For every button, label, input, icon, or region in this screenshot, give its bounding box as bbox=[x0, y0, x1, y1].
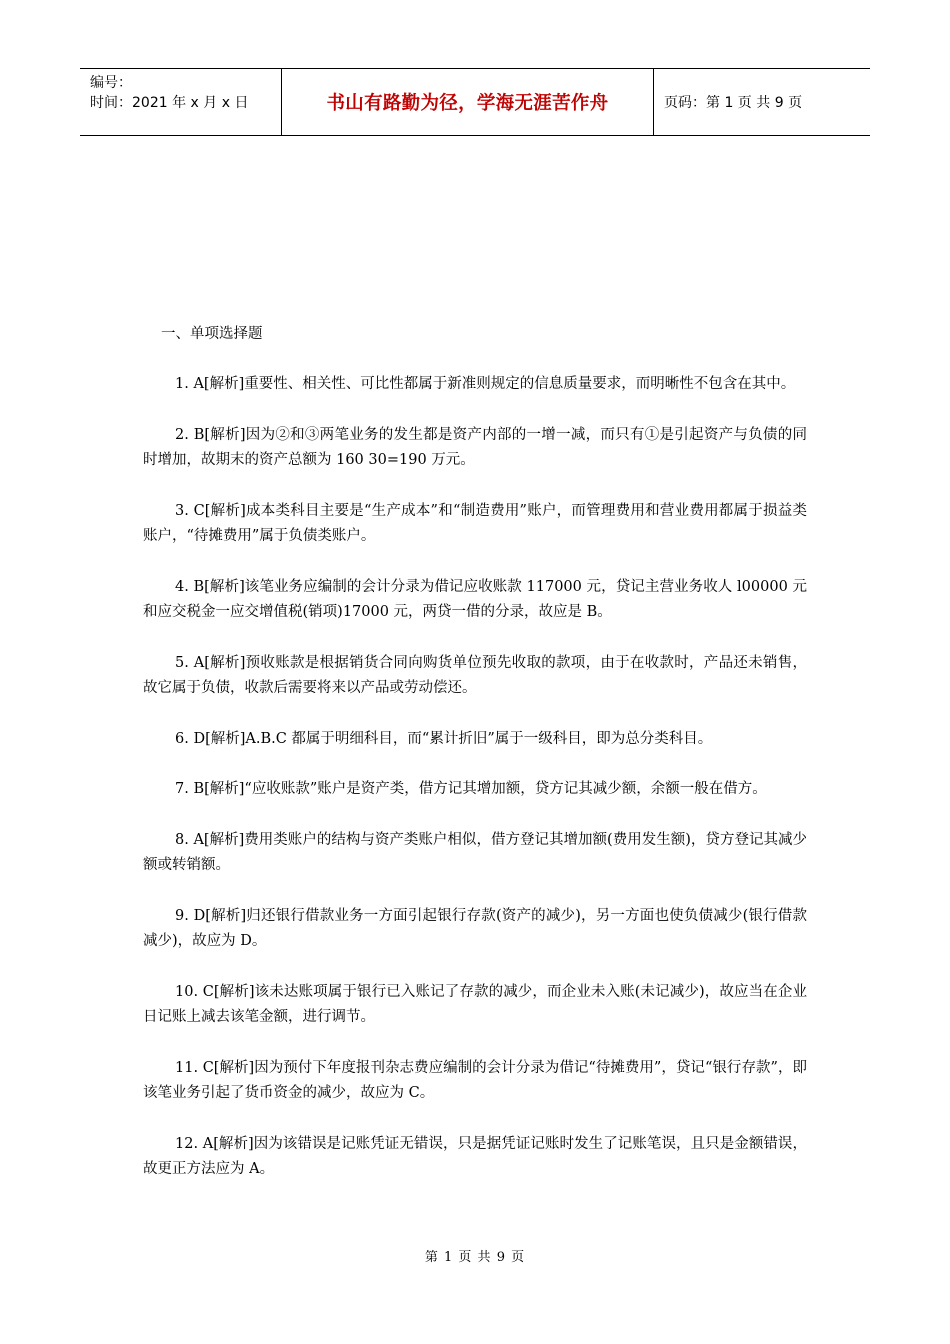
answer-item: 11. C[解析]因为预付下年度报刊杂志费应编制的会计分录为借记“待摊费用”，贷记“银行存款”，即该笔业务引起了货币资金的减少，故应为 C。 bbox=[143, 1059, 807, 1101]
document-time: 时间：2021 年 x 月 x 日 bbox=[90, 95, 249, 111]
answer-item: 4. B[解析]该笔业务应编制的会计分录为借记应收账款 117000 元，贷记主营业务收人 l00000 元和应交税金一应交增值税(销项)17000 元，两贷一借的分录，故应是 B。 bbox=[143, 578, 807, 620]
document-body bbox=[143, 322, 807, 1208]
document-code: 编号： bbox=[90, 75, 132, 91]
header-page-info: 页码：第 1 页 共 9 页 bbox=[664, 95, 803, 111]
answer-item: 10. C[解析]该未达账项属于银行已入账记了存款的减少，而企业未入账(未记减少)，故应当在企业日记账上减去该笔金额，进行调节。 bbox=[143, 983, 807, 1025]
answer-item: 8. A[解析]费用类账户的结构与资产类账户相似，借方登记其增加额(费用发生额)，贷方登记其减少额或转销额。 bbox=[143, 831, 807, 873]
answer-item: 6. D[解析]A.B.C 都属于明细科目，而“累计折旧”属于一级科目，即为总分类科目。 bbox=[175, 730, 713, 747]
answer-item: 5. A[解析]预收账款是根据销货合同向购货单位预先收取的款项，由于在收款时，产品还未销售，故它属于负债，收款后需要将来以产品或劳动偿还。 bbox=[143, 654, 807, 696]
answer-item: 7. B[解析]“应收账款”账户是资产类，借方记其增加额，贷方记其减少额，余额一般在借方。 bbox=[175, 781, 767, 797]
answer-item: 2. B[解析]因为②和③两笔业务的发生都是资产内部的一增一减，而只有①是引起资产与负债的同时增加，故期末的资产总额为 160 30=190 万元。 bbox=[143, 426, 807, 468]
header-motto: 书山有路勤为径，学海无涯苦作舟 bbox=[282, 69, 654, 135]
header-left-cell bbox=[80, 69, 282, 135]
page-header bbox=[80, 68, 870, 136]
answer-item: 12. A[解析]因为该错误是记账凭证无错误，只是据凭证记账时发生了记账笔误，且只是金额错误，故更正方法应为 A。 bbox=[143, 1135, 807, 1177]
answer-item: 9. D[解析]归还银行借款业务一方面引起银行存款(资产的减少)，另一方面也使负债减少(银行借款减少)，故应为 D。 bbox=[143, 907, 807, 949]
page-footer: 第 1 页 共 9 页 bbox=[424, 1250, 526, 1265]
answer-item: 1. A[解析]重要性、相关性、可比性都属于新准则规定的信息质量要求，而明晰性不包含在其中。 bbox=[175, 376, 796, 392]
section-title: 一、单项选择题 bbox=[161, 326, 263, 342]
answer-item: 3. C[解析]成本类科目主要是“生产成本”和“制造费用”账户，而管理费用和营业费用都属于损益类账户，“待摊费用”属于负债类账户。 bbox=[143, 502, 807, 544]
